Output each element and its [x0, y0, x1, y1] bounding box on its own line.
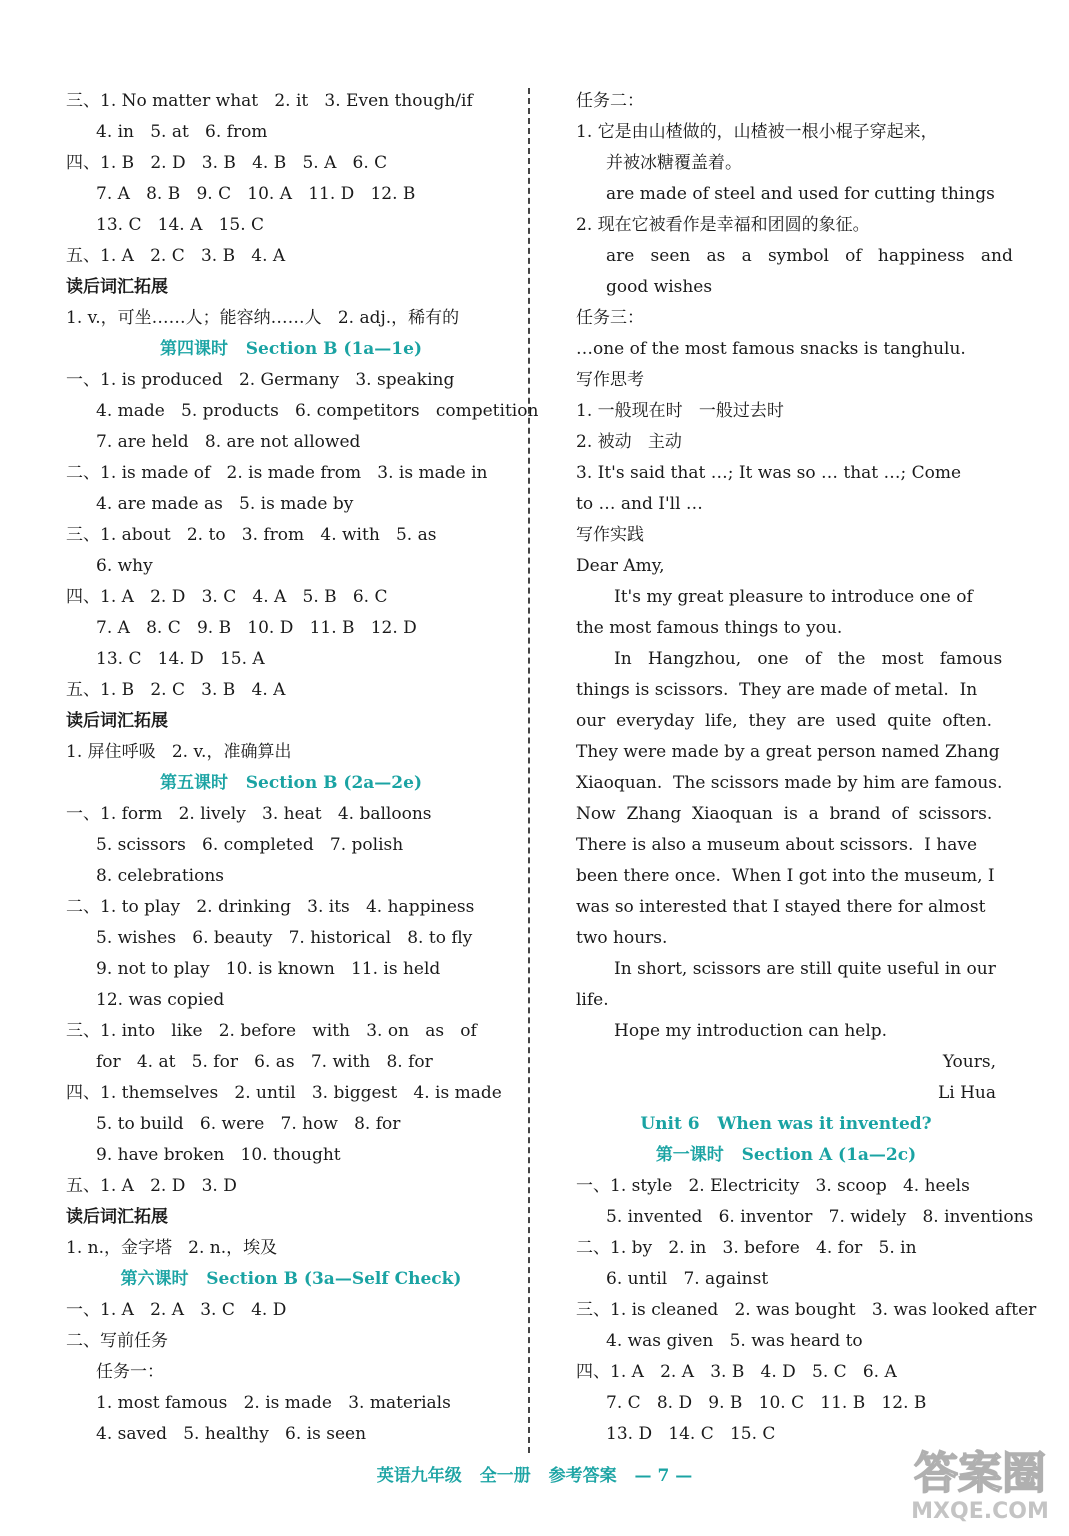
answer-line: In Hangzhou, one of the most famous: [614, 649, 1003, 669]
footer-volume: 全一册: [479, 1466, 531, 1486]
answer-line: 任务三：: [576, 308, 644, 328]
answer-line: 7. A 8. B 9. C 10. A 11. D 12. B: [96, 184, 416, 204]
answer-line: 1. 屏住呼吸 2. v.，准确算出: [66, 742, 292, 762]
answer-line: 读后词汇拓展: [66, 1207, 168, 1227]
answer-line: 1. 一般现在时 一般过去时: [576, 401, 784, 421]
answer-line: two hours.: [576, 928, 668, 948]
answer-line: 二、1. is made of 2. is made from 3. is made in: [66, 463, 488, 483]
answer-line: things is scissors. They are made of metal. In: [576, 680, 978, 700]
answer-line: 二、1. to play 2. drinking 3. its 4. happiness: [66, 897, 475, 917]
answer-line: 2. 被动 主动: [576, 432, 682, 452]
answer-line: 四、1. B 2. D 3. B 4. B 5. A 6. C: [66, 153, 388, 173]
answer-line: 三、1. about 2. to 3. from 4. with 5. as: [66, 525, 437, 545]
page-number: — 7 —: [634, 1466, 693, 1486]
answer-line: 9. have broken 10. thought: [96, 1145, 341, 1165]
answer-line: are made of steel and used for cutting things: [606, 184, 995, 204]
right-answer-column: [576, 86, 1037, 1450]
section-heading: 第一课时 Section A (1a—2c): [655, 1145, 917, 1165]
answer-line: are seen as a symbol of happiness and: [606, 246, 1013, 266]
answer-line: to … and I'll …: [576, 494, 703, 514]
section-heading: 第五课时 Section B (2a—2e): [160, 773, 422, 793]
answer-line: 三、1. is cleaned 2. was bought 3. was looked after: [576, 1300, 1037, 1320]
answer-line: the most famous things to you.: [576, 618, 843, 638]
answer-line: 12. was copied: [96, 990, 225, 1010]
answer-line: 写作思考: [576, 370, 644, 390]
answer-line: good wishes: [606, 277, 713, 297]
answer-line: life.: [576, 990, 609, 1010]
answer-line: Now Zhang Xiaoquan is a brand of scissors.: [576, 804, 993, 824]
answer-line: 4. saved 5. healthy 6. is seen: [96, 1424, 367, 1444]
answer-line: There is also a museum about scissors. I have: [576, 835, 978, 855]
answer-line: 4. are made as 5. is made by: [96, 494, 354, 514]
answer-line: 三、1. No matter what 2. it 3. Even though/if: [66, 91, 473, 111]
answer-line: 并被冰糖覆盖着。: [606, 153, 742, 173]
answer-line: 二、1. by 2. in 3. before 4. for 5. in: [576, 1238, 917, 1258]
answer-line: They were made by a great person named Zhang: [576, 742, 1000, 762]
answer-line: 4. in 5. at 6. from: [96, 122, 268, 142]
answer-line: 四、1. A 2. A 3. B 4. D 5. C 6. A: [576, 1362, 897, 1382]
answer-line: 四、1. A 2. D 3. C 4. A 5. B 6. C: [66, 587, 388, 607]
answer-line: 7. are held 8. are not allowed: [96, 432, 361, 452]
watermark-text-top: 答案圈: [914, 1448, 1046, 1499]
answer-line: 1. most famous 2. is made 3. materials: [96, 1393, 451, 1413]
answer-line: 任务二：: [576, 91, 644, 111]
answer-line: It's my great pleasure to introduce one of: [614, 587, 973, 607]
answer-line: 4. was given 5. was heard to: [606, 1331, 863, 1351]
section-heading: 第六课时 Section B (3a—Self Check): [120, 1269, 462, 1289]
answer-line: 四、1. themselves 2. until 3. biggest 4. is made: [66, 1083, 502, 1103]
answer-line: 五、1. B 2. C 3. B 4. A: [66, 680, 286, 700]
answer-line: our everyday life, they are used quite often.: [576, 711, 992, 731]
answer-line: Hope my introduction can help.: [614, 1021, 888, 1041]
left-answer-column: [66, 86, 539, 1450]
section-heading: 第四课时 Section B (1a—1e): [160, 339, 422, 359]
answer-line: 13. C 14. D 15. A: [96, 649, 265, 669]
answer-line: 任务一：: [96, 1362, 164, 1382]
answer-line: 一、1. is produced 2. Germany 3. speaking: [66, 370, 455, 390]
answer-line: 5. scissors 6. completed 7. polish: [96, 835, 404, 855]
answer-line: 读后词汇拓展: [66, 277, 168, 297]
answer-line: 6. until 7. against: [606, 1269, 769, 1289]
section-heading: Unit 6 When was it invented?: [640, 1114, 932, 1134]
answer-line: 3. It's said that …; It was so … that …; Come: [576, 463, 962, 483]
answer-line: 4. made 5. products 6. competitors competition: [96, 401, 539, 421]
answer-line: 7. C 8. D 9. B 10. C 11. B 12. B: [606, 1393, 927, 1413]
answer-line: 1. v.，可坐……人；能容纳……人 2. adj.，稀有的: [66, 308, 460, 328]
answer-line: 7. A 8. C 9. B 10. D 11. B 12. D: [96, 618, 417, 638]
answer-line: 三、1. into like 2. before with 3. on as of: [66, 1021, 477, 1041]
answer-line: 二、写前任务: [66, 1331, 168, 1351]
answer-line: 一、1. style 2. Electricity 3. scoop 4. heels: [576, 1176, 970, 1196]
answer-line: 五、1. A 2. D 3. D: [66, 1176, 237, 1196]
answer-line: was so interested that I stayed there for almost: [576, 897, 986, 917]
answer-line: 9. not to play 10. is known 11. is held: [96, 959, 441, 979]
answer-line: Yours,: [942, 1052, 996, 1072]
answer-line: 写作实践: [576, 525, 644, 545]
answer-line: …one of the most famous snacks is tanghulu.: [576, 339, 966, 359]
answer-line: 一、1. form 2. lively 3. heat 4. balloons: [66, 804, 432, 824]
answer-line: 13. C 14. A 15. C: [96, 215, 265, 235]
answer-line: Li Hua: [937, 1083, 996, 1103]
answer-line: 5. wishes 6. beauty 7. historical 8. to fly: [96, 928, 473, 948]
answer-line: 五、1. A 2. C 3. B 4. A: [66, 246, 286, 266]
answer-line: 5. to build 6. were 7. how 8. for: [96, 1114, 401, 1134]
answer-line: 13. D 14. C 15. C: [606, 1424, 776, 1444]
watermark-logo: [905, 1440, 1055, 1525]
answer-line: 1. n.，金字塔 2. n.，埃及: [66, 1238, 278, 1258]
answer-line: 2. 现在它被看作是幸福和团圆的象征。: [576, 215, 870, 235]
footer-label: 参考答案: [548, 1466, 617, 1486]
answer-line: Dear Amy,: [576, 556, 665, 576]
answer-line: been there once. When I got into the museum, I: [576, 866, 995, 886]
answer-line: 1. 它是由山楂做的，山楂被一根小棍子穿起来，: [576, 122, 938, 142]
answer-line: 一、1. A 2. A 3. C 4. D: [66, 1300, 287, 1320]
answer-line: 读后词汇拓展: [66, 711, 168, 731]
answer-line: for 4. at 5. for 6. as 7. with 8. for: [96, 1052, 433, 1072]
answer-line: 5. invented 6. inventor 7. widely 8. inventions: [606, 1207, 1034, 1227]
column-divider: [528, 88, 530, 1453]
answer-line: 8. celebrations: [96, 866, 225, 886]
answer-line: Xiaoquan. The scissors made by him are famous.: [576, 773, 1003, 793]
watermark-text-bottom: MXQE.COM: [911, 1499, 1049, 1524]
footer-subject: 英语九年级: [376, 1466, 462, 1486]
answer-line: 6. why: [96, 556, 153, 576]
answer-line: In short, scissors are still quite useful in our: [614, 959, 996, 979]
